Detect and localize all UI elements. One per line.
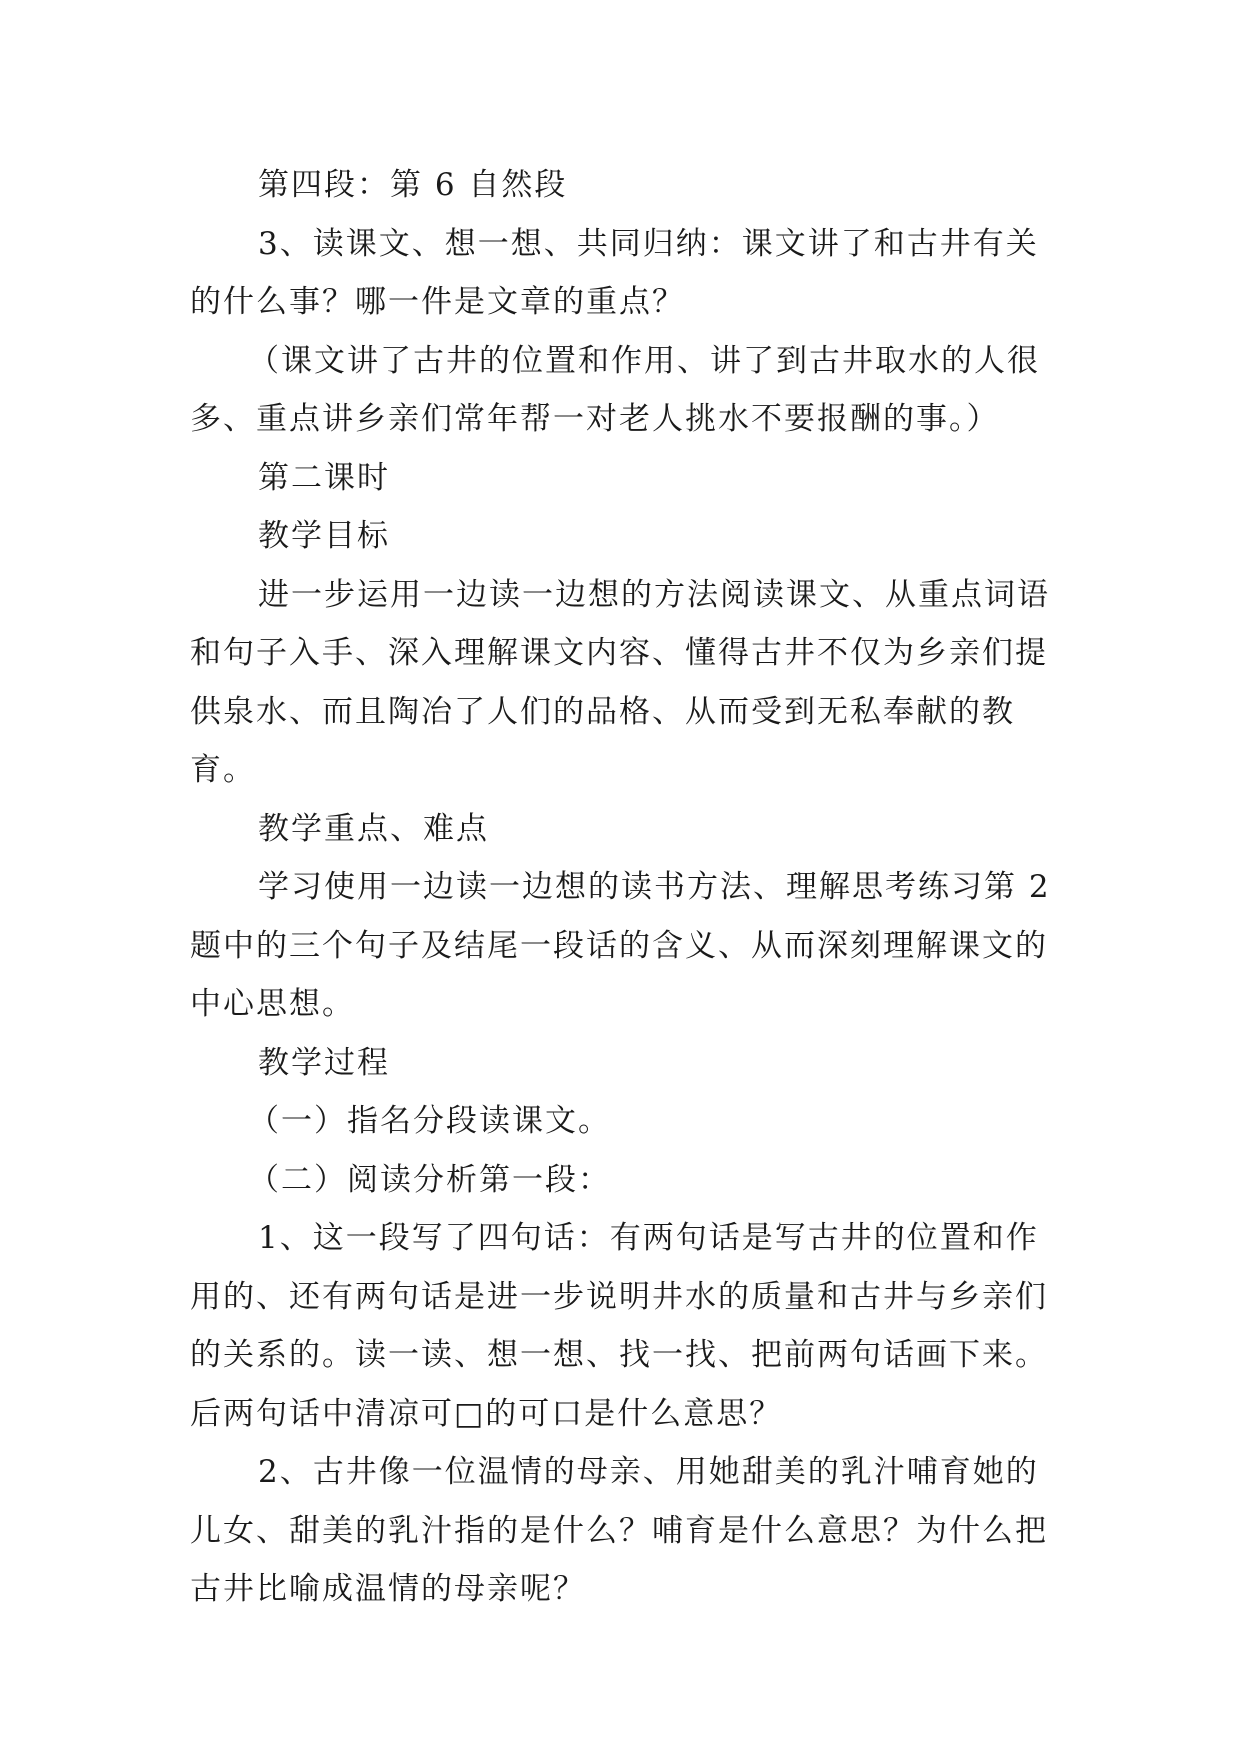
paragraph: 学习使用一边读一边想的读书方法、理解思考练习第 2 题中的三个句子及结尾一段话的含义、从而深刻理解课文的中心思想。 [190,869,1051,1022]
section-heading: 教学过程 [258,1044,390,1081]
paragraph: 进一步运用一边读一边想的方法阅读课文、从重点词语和句子入手、深入理解课文内容、懂得古井不仅为乡亲们提供泉水、而且陶冶了人们的品格、从而受到无私奉献的教育。 [190,576,1050,788]
paragraph: 第四段：第 6 自然段 [258,167,568,203]
paragraph: 3、读课文、想一想、共同归纳：课文讲了和古井有关的什么事？哪一件是文章的重点？ [190,225,1039,320]
section-heading: 教学目标 [258,518,390,554]
paragraph: （一）指名分段读课文。 [248,1103,611,1139]
paragraph: （二）阅读分析第一段： [248,1161,611,1198]
paragraph: 2、古井像一位温情的母亲、用她甜美的乳汁哺育她的儿女、甜美的乳汁指的是什么？哺育是什么意思？为什么把古井比喻成温情的母亲呢？ [190,1454,1048,1607]
paragraph: 1、这一段写了四句话：有两句话是写古井的位置和作用的、还有两句话是进一步说明井水的质量和古井与乡亲们的关系的。读一读、想一想、找一找、把前两句话画下来。后两句话中清凉可□的可口是什么意思？ [190,1220,1048,1432]
section-heading: 教学重点、难点 [258,810,489,847]
paragraph: （课文讲了古井的位置和作用、讲了到古井取水的人很多、重点讲乡亲们常年帮一对老人挑水不要报酬的事。） [190,342,1040,437]
section-heading: 第二课时 [258,459,390,496]
document-body [190,156,1060,1619]
